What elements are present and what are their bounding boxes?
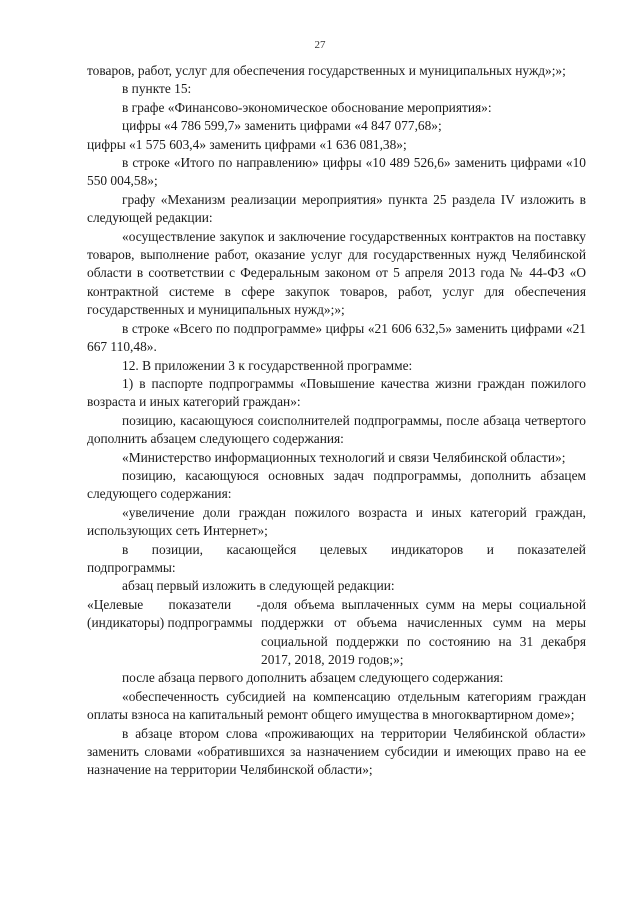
paragraph: в строке «Итого по направлению» цифры «10 489 526,6» заменить цифрами «10 550 004,58»; (87, 155, 586, 189)
paragraph: «осуществление закупок и заключение государственных контрактов на поставку товаров, выполнение работ, оказание услуг для государственных нужд Челябинской области в соответствии с Федеральным законом от 5 апреля 2013 года № 44-ФЗ «О контрактной системе в сфере закупок товаров, работ, услуг для обеспечения государственных и муниципальных нужд»;»; (87, 228, 586, 318)
table-left-cell: «Целевые показатели - (индикаторы) подпрограммы (87, 596, 261, 631)
paragraph: в строке «Всего по подпрограмме» цифры «21 606 632,5» заменить цифрами «21 667 110,48». (87, 320, 586, 355)
document-body (87, 62, 586, 780)
paragraph: 12. В приложении 3 к государственной программе: (122, 357, 413, 373)
paragraph: в пункте 15: (122, 81, 192, 97)
paragraph: после абзаца первого дополнить абзацем следующего содержания: (122, 670, 504, 686)
paragraph: в графе «Финансово-экономическое обоснование мероприятия»: (122, 99, 492, 115)
paragraph: цифры «4 786 599,7» заменить цифрами «4 847 077,68»; (122, 118, 442, 134)
paragraph: «Министерство информационных технологий и связи Челябинской области»; (122, 449, 566, 465)
paragraph: цифры «1 575 603,4» заменить цифрами «1 636 081,38»; (87, 136, 407, 152)
paragraph: позицию, касающуюся основных задач подпрограммы, дополнить абзацем следующего содержания: (87, 467, 586, 502)
table-right-cell: доля объема выплаченных сумм на меры социальной поддержки от объема начисленных сумм на меры социальной поддержки по состоянию на 31 декабря 2017, 2018, 2019 годов;»; (261, 596, 586, 667)
paragraph: абзац первый изложить в следующей редакции: (122, 578, 395, 594)
indicator-table (87, 596, 586, 670)
paragraph: 1) в паспорте подпрограммы «Повышение качества жизни граждан пожилого возраста и иных категорий граждан»: (87, 375, 586, 410)
paragraph: позицию, касающуюся соисполнителей подпрограммы, после абзаца четвертого дополнить абзацем следующего содержания: (87, 412, 586, 447)
word: целевых (319, 541, 368, 557)
word: позиции, (151, 541, 203, 557)
word: показателей (517, 541, 586, 557)
justified-line (87, 541, 586, 559)
paragraph: графу «Механизм реализации мероприятия» пункта 25 раздела IV изложить в следующей редакции: (87, 191, 586, 226)
paragraph: в абзаце втором слова «проживающих на территории Челябинской области» заменить словами «обратившихся за назначением субсидии и имеющих право на ее назначение на территории Челябинской области»; (87, 725, 586, 778)
page-number: 27 (314, 39, 326, 51)
paragraph: подпрограммы: (87, 559, 176, 575)
word: в (122, 541, 129, 557)
paragraph: товаров, работ, услуг для обеспечения государственных и муниципальных нужд»;»; (87, 63, 566, 78)
paragraph: «обеспеченность субсидией на компенсацию отдельным категориям граждан оплаты взноса на капитальный ремонт общего имущества в многоквартирном доме»; (87, 688, 586, 723)
word: индикаторов (390, 541, 464, 557)
word: и (486, 541, 494, 557)
paragraph: «увеличение доли граждан пожилого возраста и иных категорий граждан, использующих сеть Интернет»; (87, 504, 586, 539)
word: касающейся (226, 541, 297, 557)
